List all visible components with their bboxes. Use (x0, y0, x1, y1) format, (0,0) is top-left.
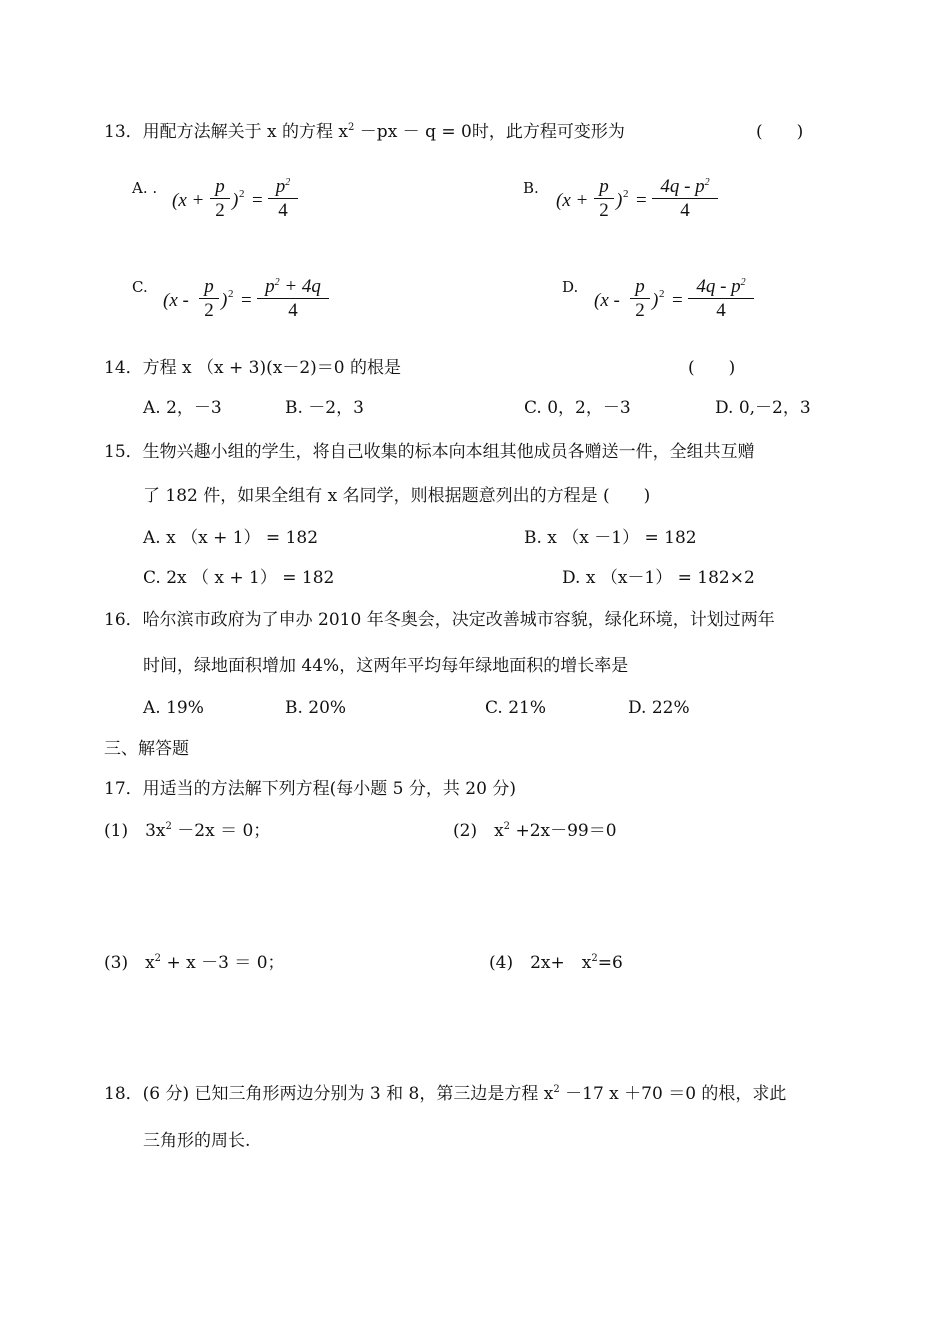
q14-stem: 14．方程 x （x + 3)(x－2)＝0 的根是 (104, 358, 402, 378)
problem-text: －2x ＝ 0； (171, 821, 271, 841)
q13-stem-exponent: 2 (348, 122, 355, 133)
problem-exponent: 2 (165, 821, 172, 832)
formula-eq: = (636, 190, 647, 211)
formula-eq: = (252, 190, 263, 211)
q18-text: －17 x ＋70 ＝0 的根，求此 (559, 1084, 787, 1104)
q13-option-d-formula[interactable] (594, 276, 764, 332)
frac-num: p (599, 176, 609, 197)
q15-stem-line1: 15．生物兴趣小组的学生，将自己收集的标本向本组其他成员各赠送一件，全组共互赠 (104, 442, 755, 462)
problem-text: (4) 2x+ x (489, 953, 592, 973)
frac-num (688, 276, 754, 298)
formula-eq: = (672, 290, 683, 311)
formula-lhs: (x + (172, 190, 205, 211)
frac-den: 2 (599, 200, 609, 221)
frac-den: 2 (635, 300, 645, 321)
formula-square: 2 (228, 288, 234, 300)
q18-stem-line2: 三角形的周长. (143, 1131, 251, 1151)
q16-option-c[interactable]: C. 21% (485, 698, 546, 718)
q13-stem-part: 13．用配方法解关于 x 的方程 x (104, 122, 349, 142)
problem-exponent: 2 (591, 953, 598, 964)
q16-stem-line2: 时间，绿地面积增加 44%，这两年平均每年绿地面积的增长率是 (143, 656, 629, 676)
q13-option-b-label[interactable]: B. (523, 179, 539, 197)
frac-num-exp: 2 (285, 177, 291, 188)
problem-exponent: 2 (503, 821, 511, 832)
frac-num (268, 176, 298, 198)
formula-fraction (652, 176, 718, 223)
q13-option-c-formula[interactable] (163, 276, 338, 332)
q16-option-d[interactable]: D. 22% (628, 698, 690, 718)
frac-den: 4 (716, 300, 726, 321)
formula-square: 2 (239, 188, 245, 200)
formula-paren: ) (652, 290, 659, 311)
q16-option-a[interactable]: A. 19% (143, 698, 204, 718)
q13-option-d-label[interactable]: D. (562, 278, 579, 296)
q15-stem-line2: 了 182 件，如果全组有 x 名同学，则根据题意列出的方程是 ( ) (143, 486, 651, 506)
q13-answer-paren: ( ) (756, 122, 804, 142)
problem-text: (1) 3x (104, 821, 166, 841)
q18-exponent: 2 (553, 1084, 560, 1095)
formula-eq: = (241, 290, 252, 311)
q15-option-d[interactable]: D. x （x－1） = 182×2 (562, 568, 755, 588)
formula-lhs: (x + (556, 190, 589, 211)
frac-num-text: p (275, 176, 286, 197)
q15-option-b[interactable]: B. x （x －1） = 182 (524, 528, 697, 548)
q17-problem-2 (453, 821, 617, 841)
q13-stem (104, 122, 625, 142)
frac-num: p (204, 276, 214, 297)
frac-num-exp: 2 (740, 277, 746, 288)
q18-text: 18．(6 分) 已知三角形两边分别为 3 和 8，第三边是方程 x (104, 1084, 554, 1104)
formula-lhs: (x - (163, 290, 189, 311)
q15-option-a[interactable]: A. x （x + 1） = 182 (143, 528, 319, 548)
problem-text: (2) x (453, 821, 504, 841)
frac-den: 4 (680, 200, 690, 221)
problem-exponent: 2 (154, 953, 162, 964)
formula-square: 2 (623, 188, 629, 200)
problem-text: (3) x (104, 953, 155, 973)
frac-den: 2 (215, 200, 225, 221)
q13-option-a-formula[interactable] (172, 176, 312, 232)
q13-option-a-label[interactable]: A. . (132, 179, 158, 197)
q14-option-a[interactable]: A. 2，－3 (143, 398, 222, 418)
formula-fraction (630, 276, 650, 323)
frac-num (652, 176, 718, 198)
frac-den: 4 (278, 200, 288, 221)
problem-text: + x －3 ＝ 0； (161, 953, 285, 973)
section-heading: 三、解答题 (104, 739, 189, 759)
q14-option-c[interactable]: C. 0，2，－3 (524, 398, 631, 418)
problem-text: =6 (597, 953, 623, 973)
frac-num-exp: 2 (704, 177, 710, 188)
q17-stem: 17．用适当的方法解下列方程(每小题 5 分，共 20 分) (104, 779, 516, 799)
frac-den: 4 (288, 300, 298, 321)
formula-paren: ) (616, 190, 623, 211)
q17-problem-4 (489, 953, 623, 973)
frac-num: p (635, 276, 645, 297)
q15-option-c[interactable]: C. 2x （ x + 1） = 182 (143, 568, 335, 588)
frac-den: 2 (204, 300, 214, 321)
formula-fraction (199, 276, 219, 323)
q13-option-c-label[interactable]: C. (132, 278, 148, 296)
formula-fraction (594, 176, 614, 223)
frac-num-exp: 2 (274, 277, 280, 288)
frac-num-text: + 4q (279, 276, 321, 297)
formula-fraction (210, 176, 230, 223)
q13-option-b-formula[interactable] (556, 176, 726, 232)
formula-paren: ) (232, 190, 239, 211)
formula-lhs: (x - (594, 290, 620, 311)
frac-num: p (215, 176, 225, 197)
formula-fraction (257, 276, 329, 323)
q17-problem-1 (104, 821, 270, 841)
formula-paren: ) (221, 290, 228, 311)
frac-num-text: 4q - p (660, 176, 705, 197)
q14-option-b[interactable]: B. －2，3 (285, 398, 364, 418)
frac-num (257, 276, 329, 298)
formula-fraction (688, 276, 754, 323)
formula-fraction (268, 176, 298, 223)
q14-answer-paren: ( ) (688, 358, 736, 378)
frac-num-text: p (265, 276, 275, 297)
problem-text: +2x－99＝0 (510, 821, 617, 841)
q18-stem-line1 (104, 1084, 786, 1104)
q17-problem-3 (104, 953, 285, 973)
q13-stem-part: －px － q = 0时，此方程可变形为 (354, 122, 625, 142)
frac-num-text: 4q - p (696, 276, 741, 297)
q14-option-d[interactable]: D. 0,－2，3 (715, 398, 811, 418)
q16-option-b[interactable]: B. 20% (285, 698, 347, 718)
q16-stem-line1: 16．哈尔滨市政府为了申办 2010 年冬奥会，决定改善城市容貌，绿化环境，计划过两年 (104, 610, 775, 630)
formula-square: 2 (659, 288, 665, 300)
